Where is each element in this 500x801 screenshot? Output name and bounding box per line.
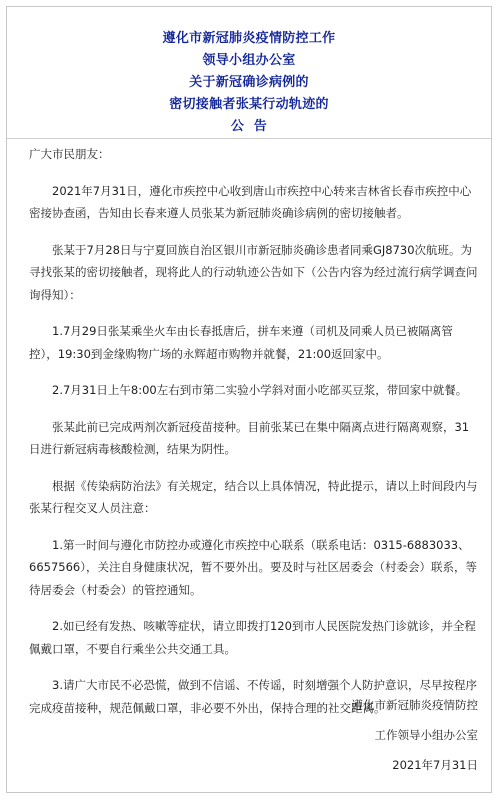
signature-date: 2021年7月31日 [392,758,478,772]
paragraph-trajectory-2: 2.7月31日上午8:00左右到市第二实验小学斜对面小吃部买豆浆，带回家中就餐。 [52,383,468,397]
signature-block [352,690,479,780]
title-line-3: 关于新冠确诊病例的 [189,75,309,90]
paragraph-instruction-2: 2.如已经有发热、咳嗽等症状，请立即拨打120到市人民医院发热门诊就诊，并全程佩戴口罩，不要自行乘坐公共交通工具。 [29,619,476,656]
header-separator [7,138,491,139]
paragraph-instruction-1: 1.第一时间与遵化市防控办或遵化市疾控中心联系（联系电话：0315-6883033、6657566），关注自身健康状况，暂不要外出。要及时与社区居委会（村委会）联系，等待居委会（村委会）的管控通知。 [29,537,477,597]
document-frame [6,6,492,793]
paragraph-notice: 2021年7月31日，遵化市疾控中心收到唐山市疾控中心转来吉林省长春市疾控中心密接协查函，告知由长春来遵人员张某为新冠肺炎确诊病例的密切接触者。 [29,183,472,220]
signature-org-line-2: 工作领导小组办公室 [374,728,478,742]
paragraph-reminder: 根据《传染病防治法》有关规定，结合以上具体情况，特此提示，请以上时间段内与张某行程交叉人员注意： [29,478,478,515]
title-line-5: 公 告 [230,119,268,134]
paragraph-vaccination: 张某此前已完成两剂次新冠疫苗接种。目前张某已在集中隔离点进行隔离观察，31日进行新冠病毒核酸检测，结果为阴性。 [29,419,470,456]
document-header [7,7,491,138]
title-line-2: 领导小组办公室 [202,53,296,68]
title-line-1: 遵化市新冠肺炎疫情防控工作 [162,31,336,46]
salutation: 广大市民朋友： [29,147,110,161]
paragraph-flight: 张某于7月28日与宁夏回族自治区银川市新冠肺炎确诊患者同乘GJ8730次航班。为寻找张某的密切接触者，现将此人的行动轨迹公告如下（公告内容为经过流行病学调查问询得知）： [29,242,478,302]
title-line-4: 密切接触者张某行动轨迹的 [169,97,329,112]
signature-org-line-1: 遵化市新冠肺炎疫情防控 [351,698,478,712]
paragraph-instruction-3: 3.请广大市民不必恐慌，做到不信谣、不传谣，时刻增强个人防护意识，尽早按程序完成疫苗接种，规范佩戴口罩，非必要不外出，保持合理的社交距离。 [29,678,477,715]
document-body [29,143,479,719]
paragraph-trajectory-1: 1.7月29日张某乘坐火车由长春抵唐后，拼车来遵（司机及同乘人员已被隔离管控），19:30到金缘购物广场的永辉超市购物并就餐，21:00返回家中。 [29,324,453,361]
